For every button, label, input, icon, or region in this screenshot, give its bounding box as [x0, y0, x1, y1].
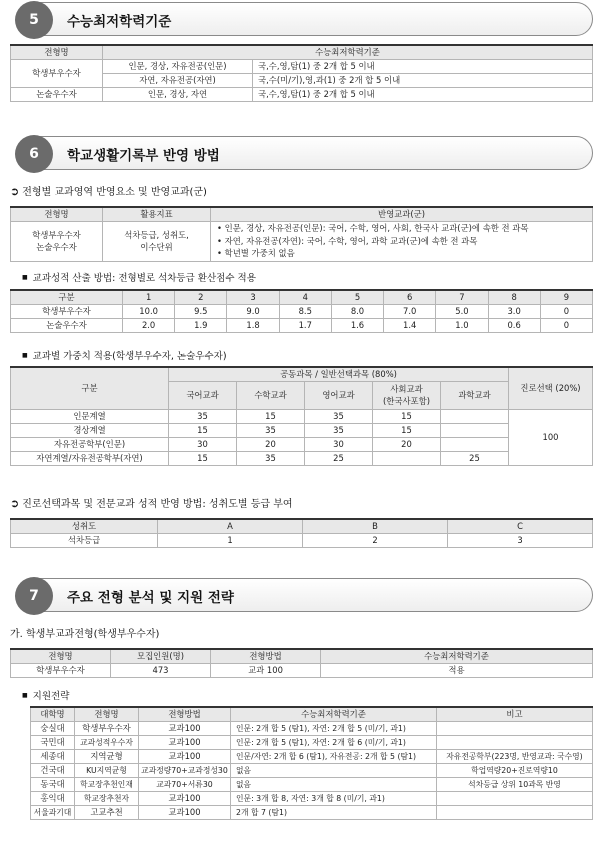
table-row	[11, 451, 593, 465]
col-header: 진로선택 (20%)	[509, 367, 593, 409]
table-row	[11, 533, 593, 547]
table-cell: 인문: 2개 합 5 (탐1), 자연: 2개 합 6 (미/기, 과1)	[231, 735, 437, 749]
table-cell: 경상계열	[11, 423, 169, 437]
table-cell: 1.8	[227, 318, 279, 332]
col-header: 비고	[437, 707, 593, 721]
table-cell: 국,수,영,탐(1) 중 2개 합 5 이내	[253, 59, 593, 73]
table-cell: 15	[373, 423, 441, 437]
table-cell: 35	[305, 409, 373, 423]
col-header	[373, 381, 441, 409]
table-cell: 9.0	[227, 304, 279, 318]
criteria-item: • 학년별 가중치 없음	[217, 247, 590, 260]
section-5-title: 수능최저학력기준	[67, 14, 172, 30]
table-cell	[441, 423, 509, 437]
table-row	[31, 805, 593, 819]
type-label: 논술우수자	[36, 242, 77, 252]
table-cell: 3	[448, 533, 593, 547]
section-7-header	[16, 578, 593, 612]
table-cell: 자연계열/자유전공학부(자연)	[11, 451, 169, 465]
table-cell: 자연, 자유전공(자연)	[103, 73, 253, 87]
table-cell: 적용	[321, 663, 593, 677]
col-header: 4	[279, 290, 331, 304]
table-cell: 20	[237, 437, 305, 451]
section-5-number: 5	[15, 1, 53, 39]
bullet-strategy: ■ 지원전략	[22, 688, 69, 702]
table-cell	[373, 451, 441, 465]
table-cell: 0	[540, 304, 592, 318]
table-row	[31, 777, 593, 791]
table-cell: 학생부우수자	[11, 59, 103, 87]
table-cell: 학생부우수자	[75, 721, 139, 735]
col-header: C	[448, 519, 593, 533]
table-cell	[441, 409, 509, 423]
table-row	[31, 721, 593, 735]
table-cell	[437, 805, 593, 819]
col-group-header: 공동과목 / 일반선택과목 (80%)	[169, 367, 509, 381]
criteria-cell	[211, 221, 593, 261]
col-header: 전형명	[75, 707, 139, 721]
col-header: 전형명	[11, 207, 103, 221]
col-header: 영어교과	[305, 381, 373, 409]
bullet-weights: ■ 교과별 가중치 적용(학생부우수자, 논술우수자)	[22, 348, 227, 362]
table-cell: 석차등급 상위 10과목 반영	[437, 777, 593, 791]
table-cell	[437, 735, 593, 749]
table-cell: 학생부우수자	[11, 304, 123, 318]
table-row	[11, 423, 593, 437]
table-row	[31, 763, 593, 777]
bullet-grade-calc: ■ 교과성적 산출 방법: 전형별로 석차등급 환산점수 적용	[22, 270, 256, 284]
table-cell: 국,수(미/기),영,과(1) 중 2개 합 5 이내	[253, 73, 593, 87]
table-cell: 8.0	[331, 304, 383, 318]
table-cell: 지역균형	[75, 749, 139, 763]
table-cell: 국,수,영,탐(1) 중 2개 합 5 이내	[253, 87, 593, 101]
section-6-title: 학교생활기록부 반영 방법	[67, 148, 220, 164]
table-cell: 30	[305, 437, 373, 451]
table-cell: 홍익대	[31, 791, 75, 805]
table-cell: 자유전공학부(223명, 반영교과: 국수영)	[437, 749, 593, 763]
col-header: 수능최저학력기준	[321, 649, 593, 663]
section-6-header	[16, 136, 593, 170]
table-cell: 1.7	[279, 318, 331, 332]
arrow-circle-icon: ➲	[10, 497, 20, 510]
table-cell: 교과성적우수자	[75, 735, 139, 749]
section-7-title: 주요 전형 분석 및 지원 전략	[67, 590, 234, 606]
section-7-number: 7	[15, 577, 53, 615]
table-cell: 15	[237, 409, 305, 423]
type-cell	[11, 221, 103, 261]
table-row	[11, 304, 593, 318]
table-cell: 학업역량20+진로역량10	[437, 763, 593, 777]
table-cell: 3.0	[488, 304, 540, 318]
col-header: 2	[175, 290, 227, 304]
table-cell: 건국대	[31, 763, 75, 777]
subheading-admission: 가. 학생부교과전형(학생부우수자)	[10, 629, 160, 640]
section-6-number: 6	[15, 135, 53, 173]
table-cell: 0.6	[488, 318, 540, 332]
table-cell: 25	[441, 451, 509, 465]
criteria-item: • 인문, 경상, 자유전공(인문): 국어, 수학, 영어, 사회, 한국사 교과(군)에 속한 전 과목	[217, 222, 590, 235]
table-cell: 25	[305, 451, 373, 465]
subheading-text: 진로선택과목 및 전문교과 성적 반영 방법: 성취도별 등급 부여	[22, 499, 293, 510]
col-header: 3	[227, 290, 279, 304]
reflection-table	[10, 206, 593, 262]
col-header: 7	[436, 290, 488, 304]
col-header: 9	[540, 290, 592, 304]
col-header: 반영교과(군)	[211, 207, 593, 221]
table-cell: 교과100	[139, 735, 231, 749]
col-header: 성취도	[11, 519, 158, 533]
table-cell: 2개 합 7 (탐1)	[231, 805, 437, 819]
table-cell: 1.4	[384, 318, 436, 332]
table-row	[31, 749, 593, 763]
table-cell: 숭실대	[31, 721, 75, 735]
col-header-line: (한국사포함)	[383, 396, 430, 406]
col-header: 전형명	[11, 649, 111, 663]
type-label: 학생부우수자	[32, 230, 81, 240]
col-header-line: 사회교과	[390, 384, 423, 394]
table-cell: 석차등급	[11, 533, 158, 547]
table-cell: 인문계열	[11, 409, 169, 423]
table-cell: 30	[169, 437, 237, 451]
col-header: 수능최저학력기준	[231, 707, 437, 721]
table-cell: 1.0	[436, 318, 488, 332]
col-header: 과학교과	[441, 381, 509, 409]
table-cell	[437, 791, 593, 805]
table-cell: 인문, 경상, 자유전공(인문)	[103, 59, 253, 73]
table-cell: 인문: 2개 합 5 (탐1), 자연: 2개 합 5 (미/기, 과1)	[231, 721, 437, 735]
subject-weight-table	[10, 366, 593, 466]
table-cell: 473	[111, 663, 211, 677]
table-cell: 9.5	[175, 304, 227, 318]
table-cell: 35	[305, 423, 373, 437]
table-cell: 국민대	[31, 735, 75, 749]
table-cell: 논술우수자	[11, 318, 123, 332]
col-header: 수능최저학력기준	[103, 45, 593, 59]
table-cell: 15	[169, 423, 237, 437]
table-cell: 없음	[231, 763, 437, 777]
arrow-circle-icon: ➲	[10, 185, 20, 198]
admission-summary-table	[10, 648, 593, 678]
table-cell: 교과100	[139, 791, 231, 805]
col-header: 8	[488, 290, 540, 304]
table-row	[11, 409, 593, 423]
table-cell: 7.0	[384, 304, 436, 318]
col-header: 전형방법	[139, 707, 231, 721]
subheading-elective	[10, 495, 293, 510]
table-cell: 교과100	[139, 721, 231, 735]
table-cell: 20	[373, 437, 441, 451]
table-cell: 논술우수자	[11, 87, 103, 101]
table-cell: 인문/자연: 2개 합 6 (탐1), 자유전공: 2개 합 5 (탐1)	[231, 749, 437, 763]
table-row	[11, 437, 593, 451]
table-cell: 교과 100	[211, 663, 321, 677]
table-row	[31, 791, 593, 805]
col-header: 구분	[11, 367, 169, 409]
table-cell: 자유전공학부(인문)	[11, 437, 169, 451]
col-header: 5	[331, 290, 383, 304]
section-5-header	[16, 2, 593, 36]
table-cell: 10.0	[123, 304, 175, 318]
table-cell: 교과70+서류30	[139, 777, 231, 791]
table-cell: 서울과기대	[31, 805, 75, 819]
table-cell: 1	[158, 533, 303, 547]
table-cell	[441, 437, 509, 451]
table-cell: 없음	[231, 777, 437, 791]
col-header: 구분	[11, 290, 123, 304]
table-cell: 1.9	[175, 318, 227, 332]
grade-score-table	[10, 289, 593, 333]
col-header: 전형방법	[211, 649, 321, 663]
table-cell	[437, 721, 593, 735]
table-cell: 학교장추천인재	[75, 777, 139, 791]
col-header: 대학명	[31, 707, 75, 721]
table-cell: 고교추천	[75, 805, 139, 819]
table-cell: 인문: 3개 합 8, 자연: 3개 합 8 (미/기, 과1)	[231, 791, 437, 805]
table-row	[11, 663, 593, 677]
col-header: 활용지표	[103, 207, 211, 221]
table-cell: 35	[237, 451, 305, 465]
table-cell: KU지역균형	[75, 763, 139, 777]
subheading-text: 전형별 교과영역 반영요소 및 반영교과(군)	[22, 187, 207, 198]
table-cell: 1.6	[331, 318, 383, 332]
col-header: 6	[384, 290, 436, 304]
col-header: A	[158, 519, 303, 533]
indicator-label: 이수단위	[140, 242, 173, 252]
col-header: 모집인원(명)	[111, 649, 211, 663]
criteria-item: • 자연, 자유전공(자연): 국어, 수학, 영어, 과학 교과(군)에 속한 전 과목	[217, 235, 590, 248]
table-cell: 학교장추천자	[75, 791, 139, 805]
table-row	[31, 735, 593, 749]
indicator-label: 석차등급, 성취도,	[124, 230, 189, 240]
table-cell: 교과100	[139, 749, 231, 763]
table-row	[11, 318, 593, 332]
min-score-table	[10, 44, 593, 102]
col-header: 1	[123, 290, 175, 304]
table-cell: 교과정량70+교과정성30	[139, 763, 231, 777]
table-cell: 35	[169, 409, 237, 423]
achievement-table	[10, 518, 593, 548]
table-cell: 5.0	[436, 304, 488, 318]
col-header: 국어교과	[169, 381, 237, 409]
table-cell: 2	[303, 533, 448, 547]
table-cell: 15	[373, 409, 441, 423]
indicator-cell	[103, 221, 211, 261]
table-cell: 8.5	[279, 304, 331, 318]
table-cell: 35	[237, 423, 305, 437]
table-cell: 15	[169, 451, 237, 465]
table-cell: 0	[540, 318, 592, 332]
subheading-reflection	[10, 183, 207, 198]
col-header: B	[303, 519, 448, 533]
elective-value-cell: 100	[509, 409, 593, 465]
col-header: 수학교과	[237, 381, 305, 409]
table-cell: 동국대	[31, 777, 75, 791]
table-cell: 세종대	[31, 749, 75, 763]
table-cell: 학생부우수자	[11, 663, 111, 677]
table-cell: 교과100	[139, 805, 231, 819]
table-cell: 인문, 경상, 자연	[103, 87, 253, 101]
col-header: 전형명	[11, 45, 103, 59]
strategy-table	[30, 706, 593, 820]
table-cell: 2.0	[123, 318, 175, 332]
